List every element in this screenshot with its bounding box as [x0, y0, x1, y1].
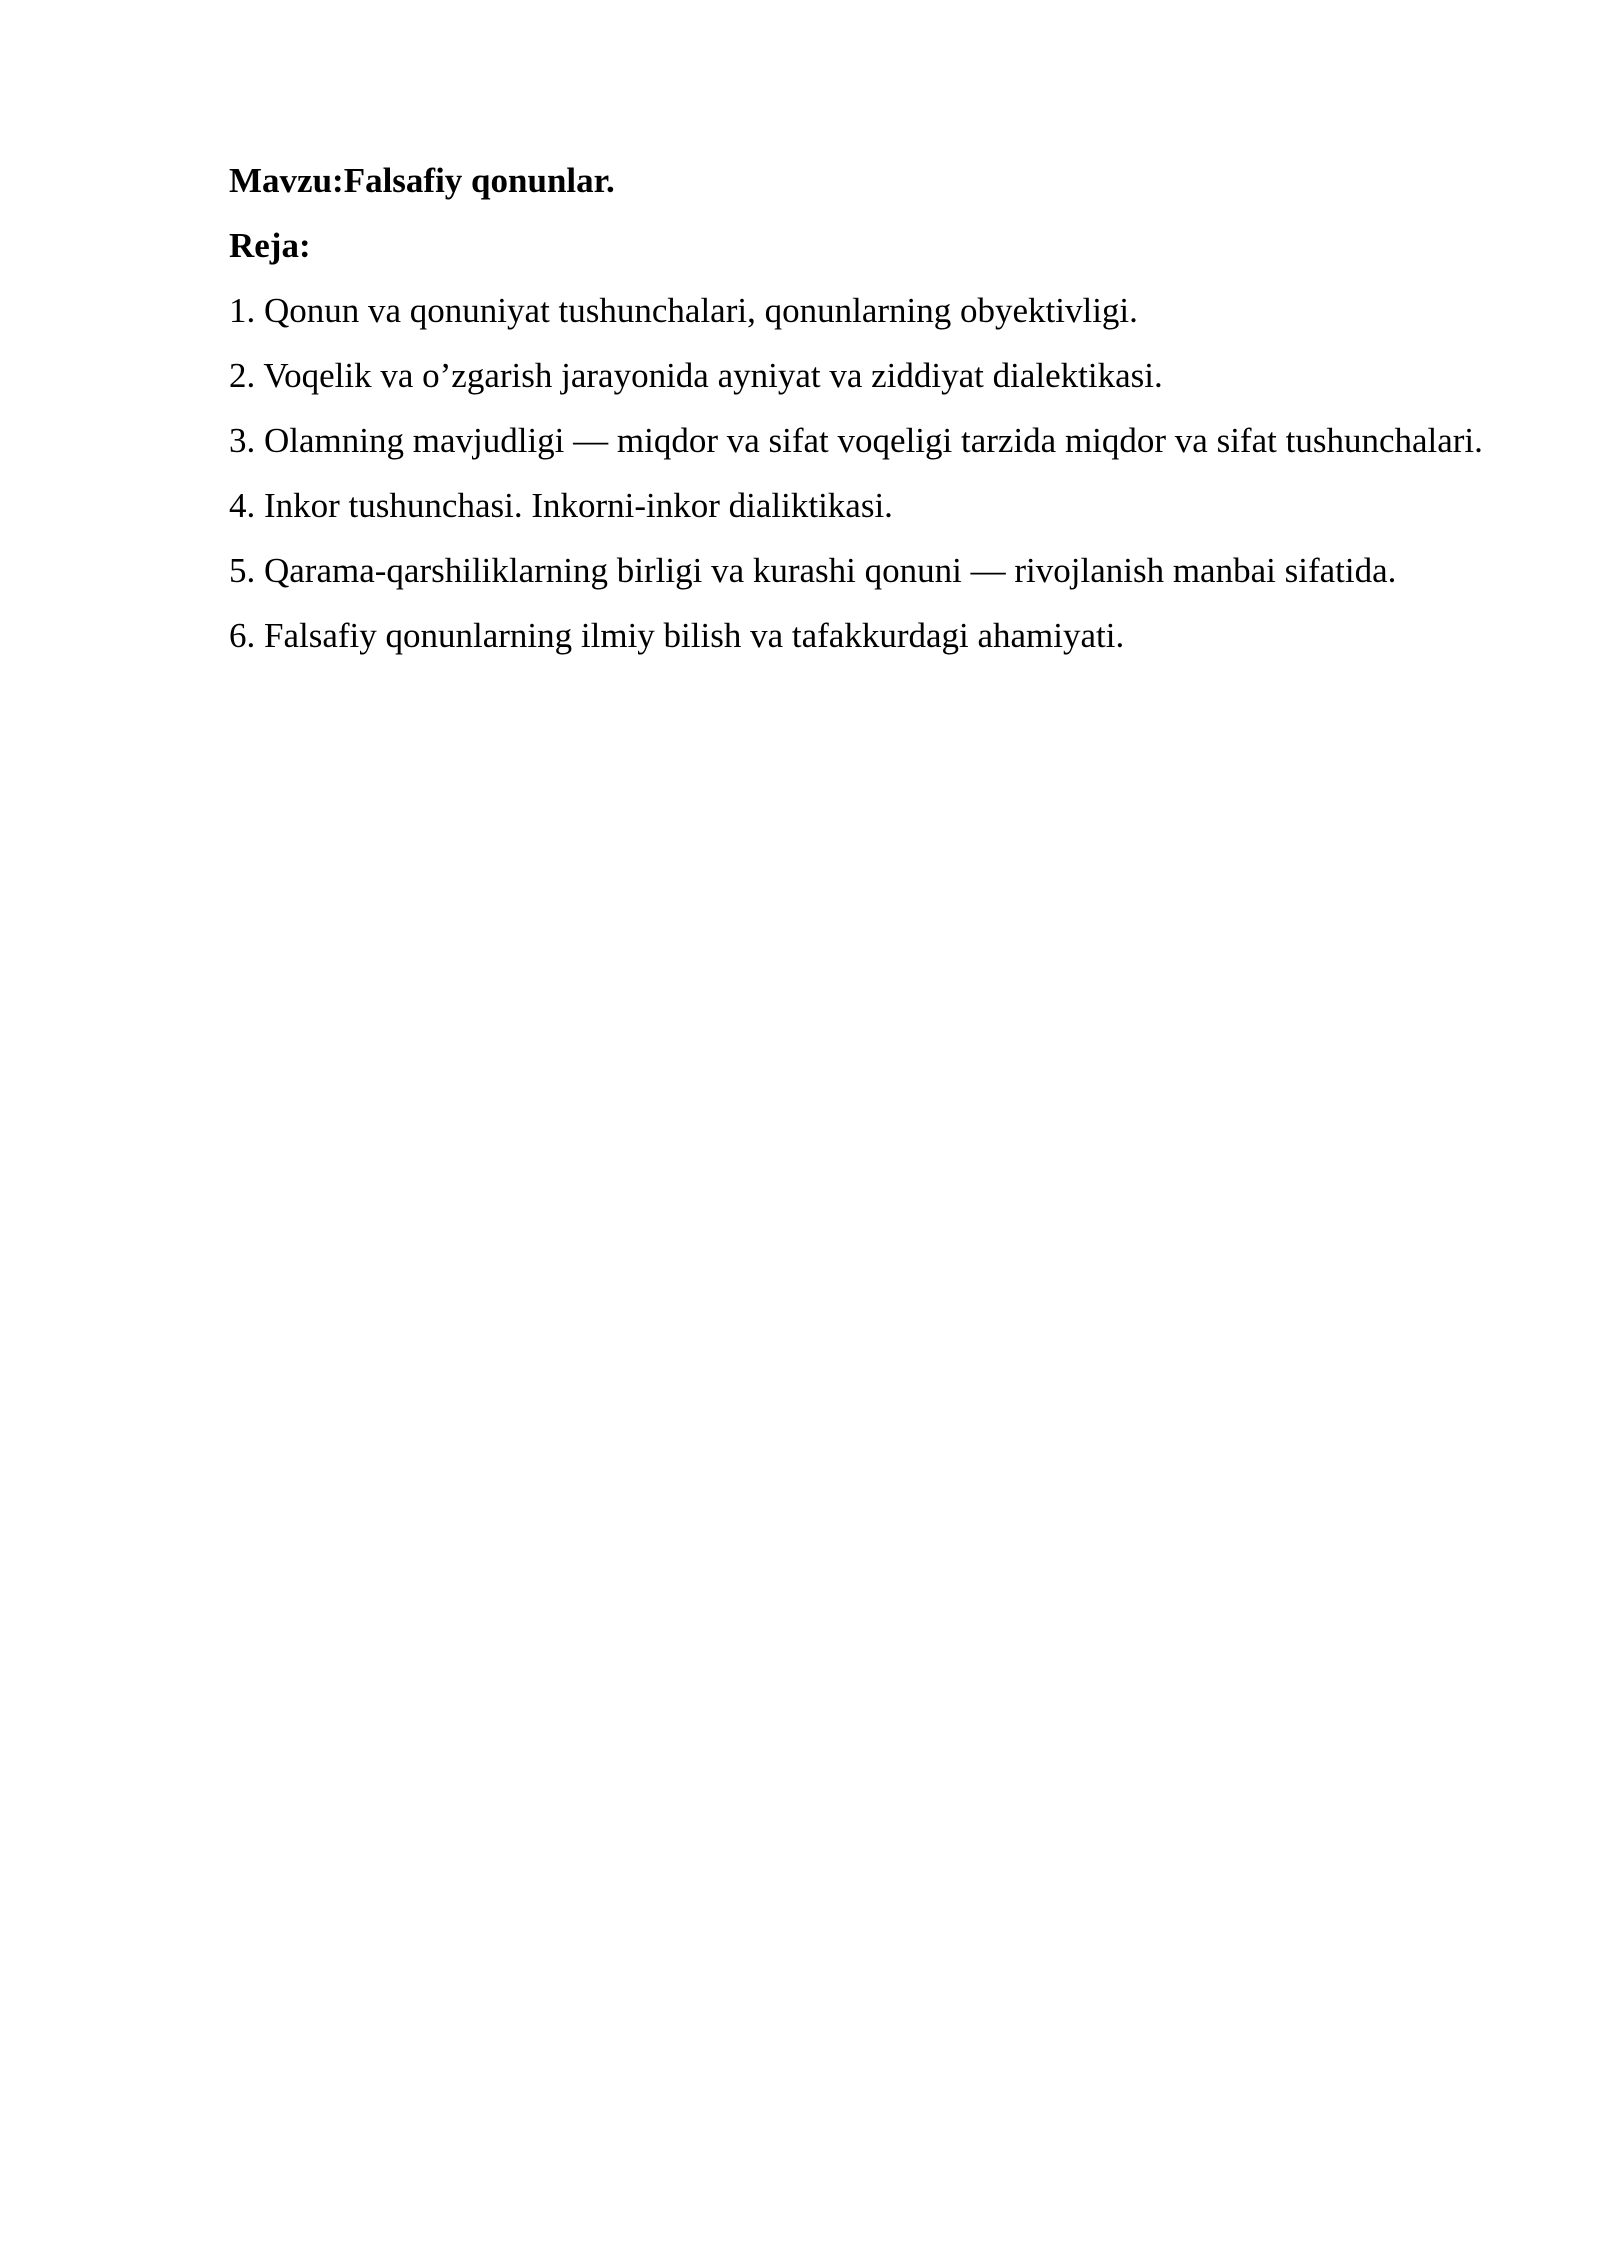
plan-item: 2. Voqelik va o’zgarish jarayonida ayniyat va ziddiyat dialektikasi.: [229, 356, 1163, 395]
plan-item: 4. Inkor tushunchasi. Inkorni-inkor dialiktikasi.: [229, 486, 893, 525]
plan-item: 3. Olamning mavjudligi — miqdor va sifat voqeligi tarzida miqdor va sifat tushunchalari.: [229, 421, 1483, 460]
plan-item: 6. Falsafiy qonunlarning ilmiy bilish va tafakkurdagi ahamiyati.: [229, 616, 1125, 655]
document-body: [229, 148, 1486, 668]
plan-item: 1. Qonun va qonuniyat tushunchalari, qonunlarning obyektivligi.: [229, 291, 1138, 330]
plan-item: 5. Qarama-qarshiliklarning birligi va kurashi qonuni — rivojlanish manbai sifatida.: [229, 551, 1397, 590]
topic-heading: Mavzu:Falsafiy qonunlar.: [229, 161, 615, 200]
plan-heading: Reja:: [229, 226, 311, 265]
